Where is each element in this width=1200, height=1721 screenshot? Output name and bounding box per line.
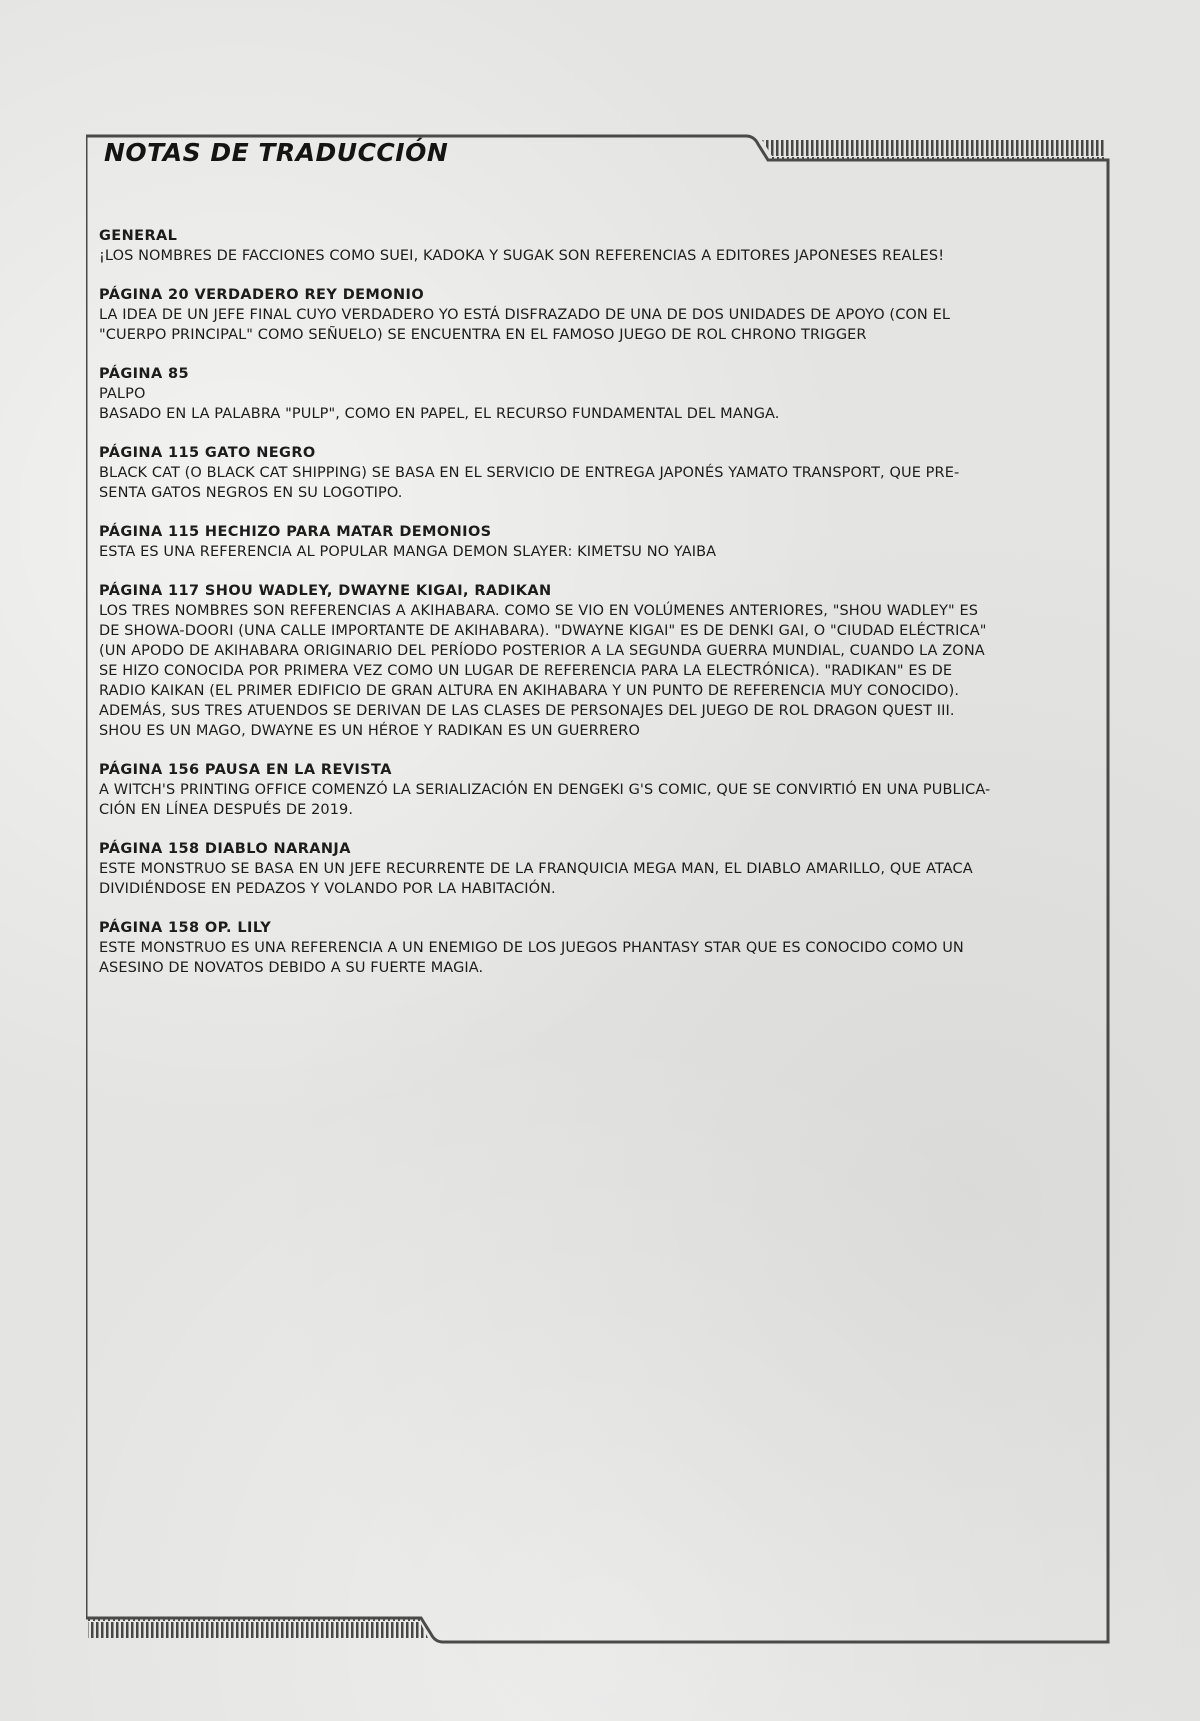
note-heading: PÁGINA 115 GATO NEGRO bbox=[99, 445, 316, 461]
note-text-line: LA IDEA DE UN JEFE FINAL CUYO VERDADERO YO ESTÁ DISFRAZADO DE UNA DE DOS UNIDADES DE APOYO (CON EL bbox=[99, 307, 951, 323]
note-section bbox=[99, 522, 1095, 562]
note-text-line: SENTA GATOS NEGROS EN SU LOGOTIPO. bbox=[99, 485, 403, 501]
note-section bbox=[99, 226, 1095, 266]
note-heading: PÁGINA 158 DIABLO NARANJA bbox=[99, 841, 351, 857]
note-text-line: ESTE MONSTRUO SE BASA EN UN JEFE RECURRENTE DE LA FRANQUICIA MEGA MAN, EL DIABLO AMARILLO, QUE ATACA bbox=[99, 861, 973, 877]
note-text-line: SHOU ES UN MAGO, DWAYNE ES UN HÉROE Y RADIKAN ES UN GUERRERO bbox=[99, 723, 640, 739]
note-text-line: RADIO KAIKAN (EL PRIMER EDIFICIO DE GRAN ALTURA EN AKIHABARA Y UN PUNTO DE REFERENCIA MUY CONOCIDO). bbox=[99, 683, 960, 699]
note-text-line: ESTA ES UNA REFERENCIA AL POPULAR MANGA DEMON SLAYER: KIMETSU NO YAIBA bbox=[99, 544, 717, 560]
note-text-line: BLACK CAT (O BLACK CAT SHIPPING) SE BASA EN EL SERVICIO DE ENTREGA JAPONÉS YAMATO TRANSPORT, QUE PRE- bbox=[99, 465, 960, 481]
note-text-line: DE SHOWA-DOORI (UNA CALLE IMPORTANTE DE AKIHABARA). "DWAYNE KIGAI" ES DE DENKI GAI, O "CIUDAD ELÉCTRICA" bbox=[99, 623, 987, 639]
note-section bbox=[99, 285, 1095, 345]
note-text-line: ESTE MONSTRUO ES UNA REFERENCIA A UN ENEMIGO DE LOS JUEGOS PHANTASY STAR QUE ES CONOCIDO COMO UN bbox=[99, 940, 964, 956]
note-section bbox=[99, 839, 1095, 899]
note-section bbox=[99, 581, 1095, 741]
note-text-line: PALPO bbox=[99, 386, 146, 402]
note-heading: GENERAL bbox=[99, 228, 178, 244]
translation-notes bbox=[99, 226, 1095, 997]
note-heading: PÁGINA 158 OP. LILY bbox=[99, 920, 272, 936]
note-text-line: LOS TRES NOMBRES SON REFERENCIAS A AKIHABARA. COMO SE VIO EN VOLÚMENES ANTERIORES, "SHOU WADLEY" ES bbox=[99, 603, 979, 619]
note-text-line: SE HIZO CONOCIDA POR PRIMERA VEZ COMO UN LUGAR DE REFERENCIA PARA LA ELECTRÓNICA). "RADIKAN" ES DE bbox=[99, 663, 953, 679]
note-heading: PÁGINA 85 bbox=[99, 366, 189, 382]
note-text-line: BASADO EN LA PALABRA "PULP", COMO EN PAPEL, EL RECURSO FUNDAMENTAL DEL MANGA. bbox=[99, 406, 780, 422]
note-text-line: CIÓN EN LÍNEA DESPUÉS DE 2019. bbox=[99, 802, 354, 818]
note-heading: PÁGINA 156 PAUSA EN LA REVISTA bbox=[99, 762, 392, 778]
note-text-line: "CUERPO PRINCIPAL" COMO SEÑUELO) SE ENCUENTRA EN EL FAMOSO JUEGO DE ROL CHRONO TRIGGER bbox=[99, 327, 867, 343]
note-text-line: ASESINO DE NOVATOS DEBIDO A SU FUERTE MAGIA. bbox=[99, 960, 484, 976]
note-heading: PÁGINA 20 VERDADERO REY DEMONIO bbox=[99, 287, 425, 303]
note-text-line: DIVIDIÉNDOSE EN PEDAZOS Y VOLANDO POR LA HABITACIÓN. bbox=[99, 881, 556, 897]
note-section bbox=[99, 443, 1095, 503]
note-text-line: A WITCH'S PRINTING OFFICE COMENZÓ LA SERIALIZACIÓN EN DENGEKI G'S COMIC, QUE SE CONVIRTIÓ EN UNA PUBLICA- bbox=[99, 782, 991, 798]
note-heading: PÁGINA 115 HECHIZO PARA MATAR DEMONIOS bbox=[99, 524, 492, 540]
note-text-line: ADEMÁS, SUS TRES ATUENDOS SE DERIVAN DE LAS CLASES DE PERSONAJES DEL JUEGO DE ROL DRAGON QUEST III. bbox=[99, 703, 955, 719]
note-section bbox=[99, 918, 1095, 978]
note-text-line: (UN APODO DE AKIHABARA ORIGINARIO DEL PERÍODO POSTERIOR A LA SEGUNDA GUERRA MUNDIAL, CUANDO LA ZONA bbox=[99, 643, 985, 659]
page-title: NOTAS DE TRADUCCIÓN bbox=[104, 138, 449, 167]
note-section bbox=[99, 760, 1095, 820]
note-heading: PÁGINA 117 SHOU WADLEY, DWAYNE KIGAI, RADIKAN bbox=[99, 583, 552, 599]
note-section bbox=[99, 364, 1095, 424]
note-text-line: ¡LOS NOMBRES DE FACCIONES COMO SUEI, KADOKA Y SUGAK SON REFERENCIAS A EDITORES JAPONESES REALES! bbox=[99, 248, 945, 264]
